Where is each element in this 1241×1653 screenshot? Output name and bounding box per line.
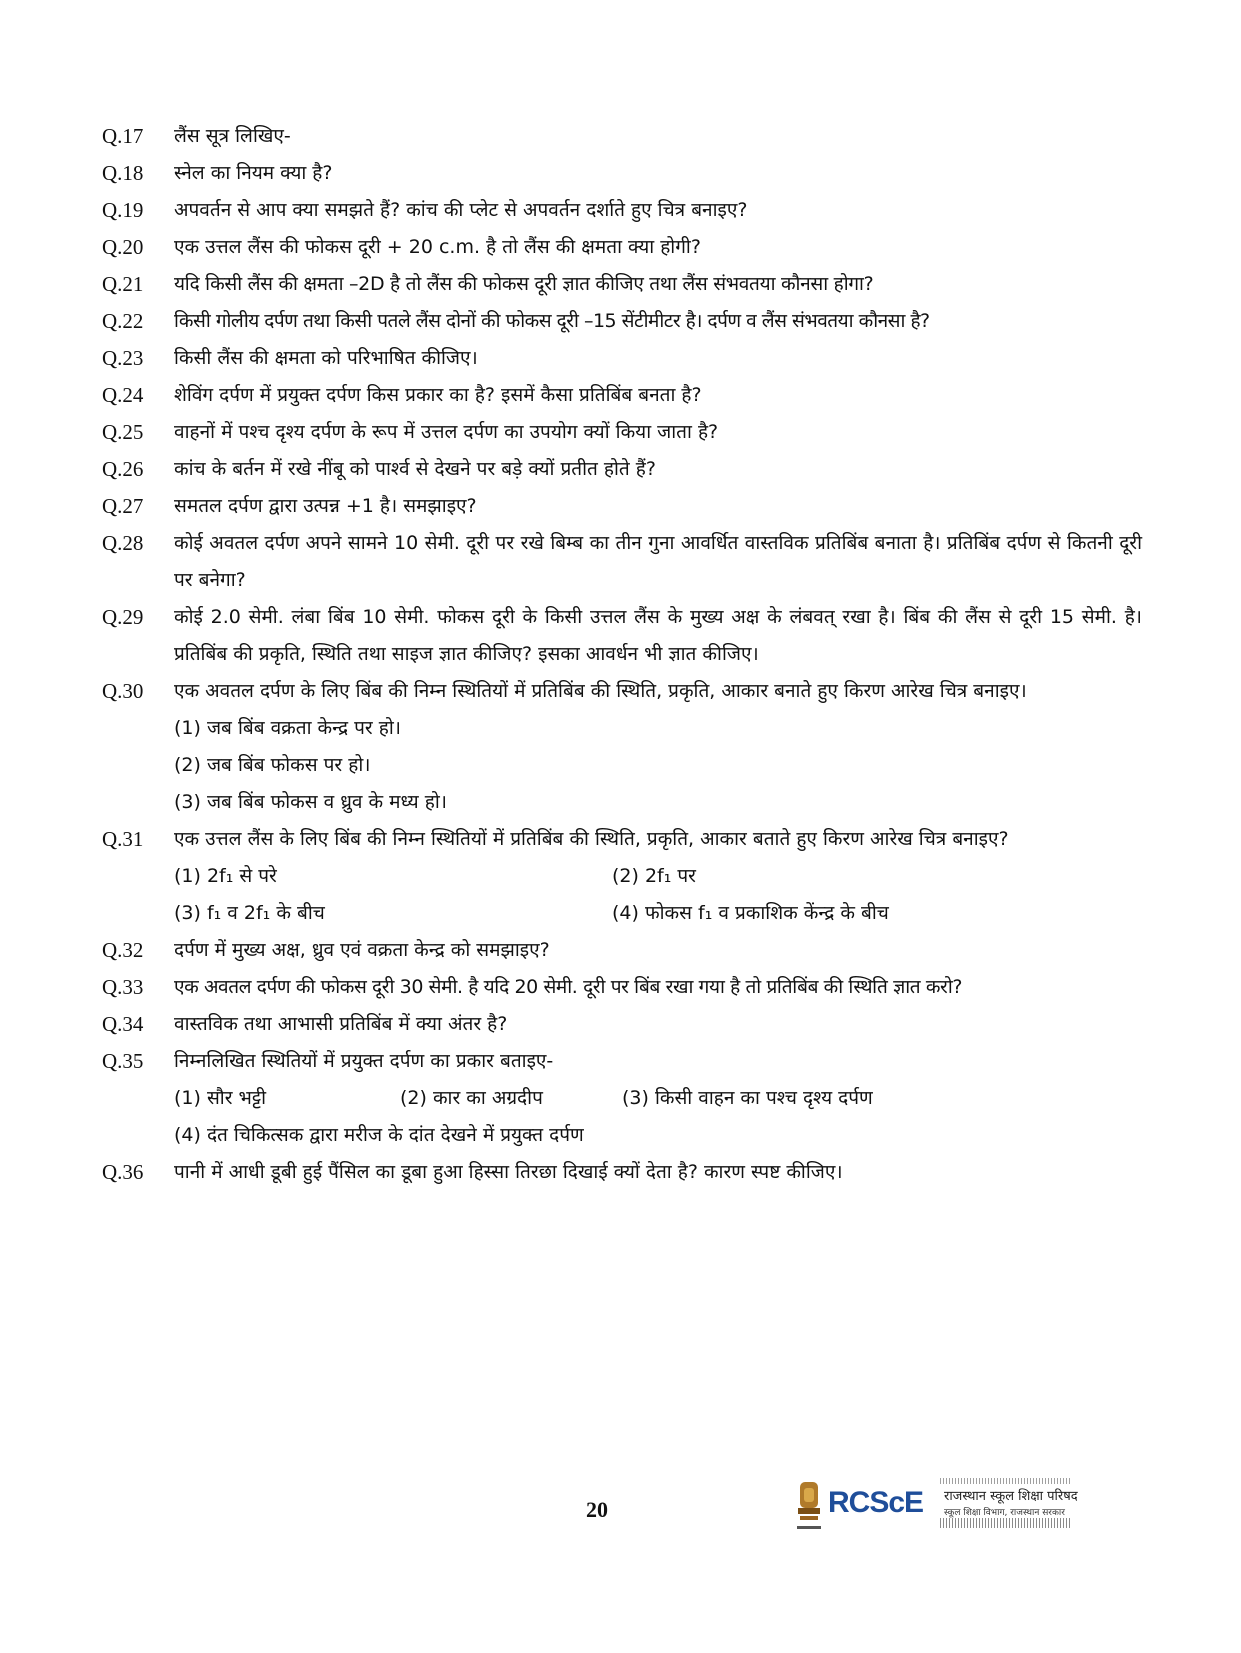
question-text: अपवर्तन से आप क्या समझते हैं? कांच की प्लेट से अपवर्तन दर्शाते हुए चित्र बनाइए? bbox=[174, 199, 748, 221]
q31-subitems bbox=[174, 858, 1142, 932]
question-text: स्नेल का नियम क्या है? bbox=[174, 162, 333, 184]
rcsce-wordmark: RCScE bbox=[828, 1486, 924, 1519]
rcsce-logo bbox=[794, 1478, 1078, 1538]
question-text: कांच के बर्तन में रखे नींबू को पार्श्व से देखने पर बड़े क्यों प्रतीत होते हैं? bbox=[174, 458, 656, 480]
question-text: दर्पण में मुख्य अक्ष, ध्रुव एवं वक्रता केन्द्र को समझाइए? bbox=[174, 939, 550, 961]
question-number: Q.19 bbox=[102, 198, 144, 222]
question-number: Q.27 bbox=[102, 494, 144, 518]
question-number: Q.23 bbox=[102, 346, 144, 370]
question-29 bbox=[102, 599, 1142, 673]
question-text: एक उत्तल लैंस के लिए बिंब की निम्न स्थितियों में प्रतिबिंब की स्थिति, प्रकृति, आकार बताते हुए किरण आरेख चित्र बनाइए? bbox=[174, 828, 1009, 850]
logo-stripes-top bbox=[940, 1478, 1070, 1484]
question-text: एक अवतल दर्पण के लिए बिंब की निम्न स्थितियों में प्रतिबिंब की स्थिति, प्रकृति, आकार बनाते हुए किरण आरेख चित्र बनाइए। bbox=[174, 680, 1027, 702]
subitem-row bbox=[174, 895, 1142, 932]
list-item: (4) फोकस f₁ व प्रकाशिक केंन्द्र के बीच bbox=[612, 902, 889, 924]
subitem-row bbox=[174, 1080, 1142, 1117]
question-number: Q.26 bbox=[102, 457, 144, 481]
question-text: वास्तविक तथा आभासी प्रतिबिंब में क्या अंतर है? bbox=[174, 1013, 508, 1035]
list-item: (1) सौर भट्टी bbox=[174, 1087, 267, 1109]
list-item: (3) किसी वाहन का पश्च दृश्य दर्पण bbox=[622, 1087, 873, 1109]
list-item: (1) 2f₁ से परे bbox=[174, 865, 277, 887]
question-20 bbox=[102, 229, 1142, 266]
question-text: किसी गोलीय दर्पण तथा किसी पतले लैंस दोनों की फोकस दूरी –15 सेंटीमीटर है। दर्पण व लैंस संभवतया कौनसा है? bbox=[174, 310, 930, 332]
logo-subtitle: स्कूल शिक्षा विभाग, राजस्थान सरकार bbox=[944, 1508, 1065, 1518]
list-item: (2) कार का अग्रदीप bbox=[400, 1087, 543, 1109]
question-36 bbox=[102, 1154, 1142, 1191]
question-27 bbox=[102, 488, 1142, 525]
question-number: Q.24 bbox=[102, 383, 144, 407]
question-text: एक अवतल दर्पण की फोकस दूरी 30 सेमी. है यदि 20 सेमी. दूरी पर बिंब रखा गया है तो प्रतिबिंब की स्थिति ज्ञात करो? bbox=[174, 976, 963, 998]
question-30 bbox=[102, 673, 1142, 710]
question-32 bbox=[102, 932, 1142, 969]
question-number: Q.33 bbox=[102, 975, 144, 999]
list-item: (2) 2f₁ पर bbox=[612, 865, 696, 887]
question-number: Q.21 bbox=[102, 272, 144, 296]
question-text: वाहनों में पश्च दृश्य दर्पण के रूप में उत्तल दर्पण का उपयोग क्यों किया जाता है? bbox=[174, 421, 719, 443]
q35-subitems bbox=[174, 1080, 1142, 1154]
question-number: Q.34 bbox=[102, 1012, 144, 1036]
list-item: (3) f₁ व 2f₁ के बीच bbox=[174, 902, 325, 924]
subitem-row bbox=[174, 858, 1142, 895]
question-text: किसी लैंस की क्षमता को परिभाषित कीजिए। bbox=[174, 347, 478, 369]
question-number: Q.35 bbox=[102, 1049, 144, 1073]
question-number: Q.36 bbox=[102, 1160, 144, 1184]
question-number: Q.28 bbox=[102, 531, 144, 555]
question-number: Q.20 bbox=[102, 235, 144, 259]
question-text: यदि किसी लैंस की क्षमता –2D है तो लैंस की फोकस दूरी ज्ञात कीजिए तथा लैंस संभवतया कौनसा होगा? bbox=[174, 273, 874, 295]
question-number: Q.25 bbox=[102, 420, 144, 444]
question-list bbox=[102, 118, 1142, 1191]
question-33 bbox=[102, 969, 1142, 1006]
question-number: Q.30 bbox=[102, 679, 144, 703]
question-text: कोई अवतल दर्पण अपने सामने 10 सेमी. दूरी पर रखे बिम्ब का तीन गुना आवर्धित वास्तविक प्रतिबिंब बनाता है। प्रतिबिंब दर्पण से कितनी दूरी पर बनेगा? bbox=[174, 532, 1142, 591]
list-item: (1) जब बिंब वक्रता केन्द्र पर हो। bbox=[174, 717, 401, 739]
question-number: Q.32 bbox=[102, 938, 144, 962]
question-25 bbox=[102, 414, 1142, 451]
question-35 bbox=[102, 1043, 1142, 1080]
logo-stripes bbox=[940, 1518, 1070, 1528]
question-text: शेविंग दर्पण में प्रयुक्त दर्पण किस प्रकार का है? इसमें कैसा प्रतिबिंब बनता है? bbox=[174, 384, 702, 406]
list-item: (2) जब बिंब फोकस पर हो। bbox=[174, 754, 371, 776]
list-item: (3) जब बिंब फोकस व ध्रुव के मध्य हो। bbox=[174, 791, 447, 813]
question-number: Q.31 bbox=[102, 827, 144, 851]
question-number: Q.22 bbox=[102, 309, 144, 333]
question-23 bbox=[102, 340, 1142, 377]
national-emblem-icon bbox=[794, 1478, 824, 1538]
question-text: निम्नलिखित स्थितियों में प्रयुक्त दर्पण का प्रकार बताइए- bbox=[174, 1050, 554, 1072]
question-number: Q.29 bbox=[102, 605, 144, 629]
question-number: Q.18 bbox=[102, 161, 144, 185]
question-text: एक उत्तल लैंस की फोकस दूरी + 20 c.m. है तो लैंस की क्षमता क्या होगी? bbox=[174, 236, 701, 258]
question-18 bbox=[102, 155, 1142, 192]
question-text: पानी में आधी डूबी हुई पैंसिल का डूबा हुआ हिस्सा तिरछा दिखाई क्यों देता है? कारण स्पष्ट कीजिए। bbox=[174, 1161, 843, 1183]
page-number: 20 bbox=[586, 1497, 608, 1522]
question-text: कोई 2.0 सेमी. लंबा बिंब 10 सेमी. फोकस दूरी के किसी उत्तल लैंस के मुख्य अक्ष के लंबवत् रखा है। बिंब की लैंस से दूरी 15 सेमी. है। प्रतिबिंब की प्रकृति, स्थिति तथा साइज ज्ञात कीजिए? इसका आवर्धन भी ज्ञात कीजिए। bbox=[174, 606, 1142, 665]
question-text: लैंस सूत्र लिखिए- bbox=[174, 125, 291, 147]
question-28 bbox=[102, 525, 1142, 599]
question-34 bbox=[102, 1006, 1142, 1043]
question-text: समतल दर्पण द्वारा उत्पन्न +1 है। समझाइए? bbox=[174, 495, 477, 517]
question-24 bbox=[102, 377, 1142, 414]
question-17 bbox=[102, 118, 1142, 155]
logo-title: राजस्थान स्कूल शिक्षा परिषद bbox=[944, 1489, 1078, 1504]
question-19 bbox=[102, 192, 1142, 229]
question-21 bbox=[102, 266, 1142, 303]
question-26 bbox=[102, 451, 1142, 488]
q30-subitems bbox=[174, 710, 1142, 821]
question-number: Q.17 bbox=[102, 124, 144, 148]
question-31 bbox=[102, 821, 1142, 858]
list-item: (4) दंत चिकित्सक द्वारा मरीज के दांत देखने में प्रयुक्त दर्पण bbox=[174, 1124, 584, 1146]
question-22 bbox=[102, 303, 1142, 340]
